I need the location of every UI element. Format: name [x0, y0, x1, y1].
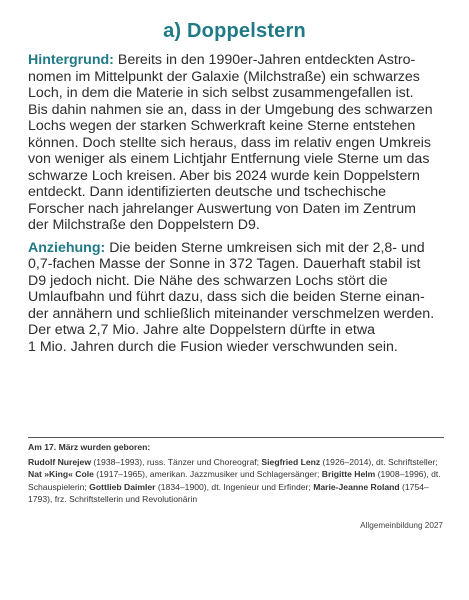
text-line: nomen im Mittelpunkt der Galaxie (Milchstraße) ein schwarzes [28, 68, 420, 85]
text-line: der Milchstraße den Doppelstern D9. [28, 217, 260, 233]
person-name: Siegfried Lenz [261, 457, 321, 468]
text-line: D9 jedoch nicht. Die Nähe des schwarzen Lochs stört die [28, 272, 388, 289]
text-line: der annähern und schließlich miteinander verschmelzen werden. [28, 305, 435, 322]
text-line: Bis dahin nahmen sie an, dass in der Umgebung des schwarzen [28, 101, 433, 118]
births-list [28, 456, 444, 505]
person-details: (1917–1965), amerikan. Jazzmusiker und Schlagersänger; [93, 469, 322, 480]
attraction-label: Anziehung: [28, 239, 106, 256]
credit-line: Allgemeinbildung 2027 [360, 521, 443, 530]
person-name: Brigitte Helm [321, 469, 376, 480]
background-label: Hintergrund: [28, 52, 114, 68]
text-line [28, 240, 446, 257]
person-name: Rudolf Nurejew [28, 457, 92, 468]
text-line: Der etwa 2,7 Mio. Jahre alte Doppelstern dürfte in etwa [28, 322, 375, 338]
text-line-content: Bereits in den 1990er-Jahren entdeckten Astro- [117, 52, 416, 68]
person-details: (1754–1793), frz. Schriftstellerin und Revolutionärin [28, 481, 429, 504]
text-line-content: Die beiden Sterne umkreisen sich mit der 2,8- und [109, 239, 425, 256]
person-details: (1834–1900), dt. Ingenieur und Erfinder; [155, 481, 314, 492]
person-name: Gottlieb Daimler [89, 481, 156, 492]
paragraph-background [28, 52, 446, 234]
person-details: (1926–2014), dt. Schriftsteller; [320, 457, 438, 468]
text-line: von weniger als einem Lichtjahr Entfernung viele Sterne um das [28, 151, 430, 167]
text-line: 1 Mio. Jahren durch die Fusion wieder verschwunden sein. [28, 338, 398, 355]
person-details: (1938–1993), russ. Tänzer und Choreograf; [91, 457, 262, 468]
text-line: schwarze Loch kreisen. Aber bis 2024 wurde kein Doppelstern [28, 167, 420, 184]
person-name: Marie-Jeanne Roland [313, 481, 400, 492]
text-line: Loch, in dem die Materie in sich selbst zusammengefallen ist. [28, 85, 414, 101]
text-line: Umlaufbahn und führt dazu, dass sich die beiden Sterne einan- [28, 289, 425, 305]
paragraph-attraction [28, 240, 446, 356]
text-line: Lochs wegen der starken Schwerkraft keine Sterne entstehen [28, 118, 416, 134]
text-line [28, 52, 446, 69]
section-divider [28, 437, 444, 438]
text-line: können. Doch stellte sich heraus, dass im relativ engen Umkreis [28, 134, 431, 151]
person-details: (1908–1996), dt. Schauspielerin; [28, 469, 441, 492]
article-body [28, 52, 446, 361]
text-line: Forscher nach jahrelanger Auswertung von Daten im Zentrum [28, 200, 416, 217]
text-line: entdeckt. Dann identifizierten deutsche und tschechische [28, 184, 387, 200]
section-title: a) Doppelstern [163, 20, 306, 42]
text-line: 0,7-fachen Masse der Sonne in 372 Tagen. Dauerhaft stabil ist [28, 256, 421, 272]
person-name: Nat »King« Cole [28, 469, 94, 480]
births-box [28, 441, 444, 505]
births-heading: Am 17. März wurden geboren: [28, 442, 151, 452]
